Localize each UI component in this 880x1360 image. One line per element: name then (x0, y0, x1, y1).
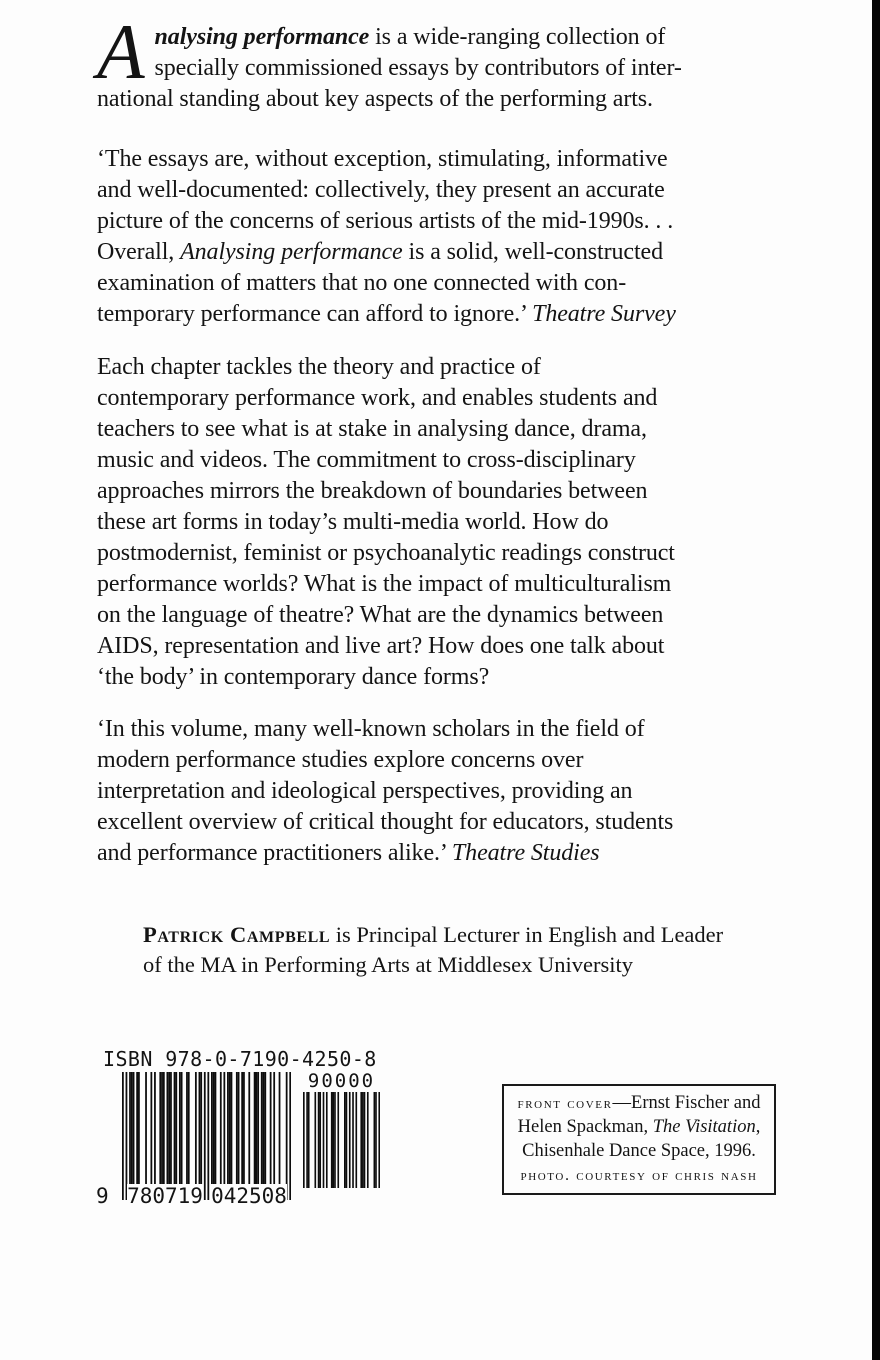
review-quote-theatre-survey (97, 144, 781, 330)
text-line: music and videos. The commitment to cross-disciplinary (97, 447, 636, 473)
text-line: Overall, Analysing performance is a solid, well-constructed (97, 239, 663, 265)
front-cover-credit-box (502, 1084, 776, 1195)
text-line: Patrick Campbell is Principal Lecturer in English and Leader (143, 922, 724, 947)
blurb-text-block (97, 8, 781, 869)
author-note (143, 920, 788, 980)
text-line: ‘the body’ in contemporary dance forms? (97, 664, 490, 690)
intro-paragraph (97, 8, 781, 115)
dropcap-letter: A (97, 8, 145, 95)
text-line: nalysing performance is a wide-ranging collection of (154, 24, 666, 50)
text-line: interpretation and ideological perspectives, providing an (97, 778, 633, 804)
text-line: of the MA in Performing Arts at Middlesex University (143, 952, 633, 977)
text-line: specially commissioned essays by contributors of inter- (154, 55, 682, 81)
text-line: ‘The essays are, without exception, stimulating, informative (97, 146, 668, 172)
text-line: performance worlds? What is the impact of multiculturalism (97, 571, 672, 597)
text-line: ‘In this volume, many well-known scholars in the field of (97, 716, 645, 742)
supplement-code-number: 90000 (307, 1070, 376, 1092)
ean-digits-group1: 780719 (127, 1184, 203, 1208)
text-line: Each chapter tackles the theory and practice of (97, 354, 541, 380)
text-line: AIDS, representation and live art? How does one talk about (97, 633, 665, 659)
text-line: picture of the concerns of serious artists of the mid-1990s. . . (97, 208, 674, 234)
page-edge-shadow (872, 0, 880, 1360)
text-line: temporary performance can afford to ignore.’ Theatre Survey (97, 301, 676, 327)
text-line: postmodernist, feminist or psychoanalytic readings construct (97, 540, 675, 566)
text-line: excellent overview of critical thought for educators, students (97, 809, 674, 835)
review-quote-theatre-studies (97, 714, 781, 869)
text-line: teachers to see what is at stake in analysing dance, drama, (97, 416, 647, 442)
text-line: approaches mirrors the breakdown of boundaries between (97, 478, 648, 504)
text-line: modern performance studies explore concerns over (97, 747, 584, 773)
text-line: on the language of theatre? What are the dynamics between (97, 602, 664, 628)
text-line: Helen Spackman, The Visitation, (517, 1117, 761, 1137)
text-line: contemporary performance work, and enables students and (97, 385, 658, 411)
text-line: Chisenhale Dance Space, 1996. (522, 1141, 756, 1161)
ean-digits-group2: 042508 (211, 1184, 287, 1208)
text-line: these art forms in today’s multi-media world. How do (97, 509, 609, 535)
intro-paragraph-lines (97, 8, 781, 115)
text-line: photo. courtesy of chris nash (520, 1165, 758, 1184)
text-line: national standing about key aspects of the performing arts. (97, 86, 653, 112)
isbn-label: ISBN 978-0-7190-4250-8 (103, 1047, 377, 1071)
text-line: and well-documented: collectively, they present an accurate (97, 177, 665, 203)
isbn-barcode-block (96, 1046, 406, 1221)
ean-digit-first: 9 (96, 1184, 109, 1208)
text-line: examination of matters that no one connected with con- (97, 270, 627, 296)
ean5-supplement-barcode (303, 1092, 380, 1193)
text-line: and performance practitioners alike.’ Theatre Studies (97, 840, 600, 866)
text-line: front cover—Ernst Fischer and (517, 1093, 761, 1113)
synopsis-paragraph (97, 352, 781, 693)
